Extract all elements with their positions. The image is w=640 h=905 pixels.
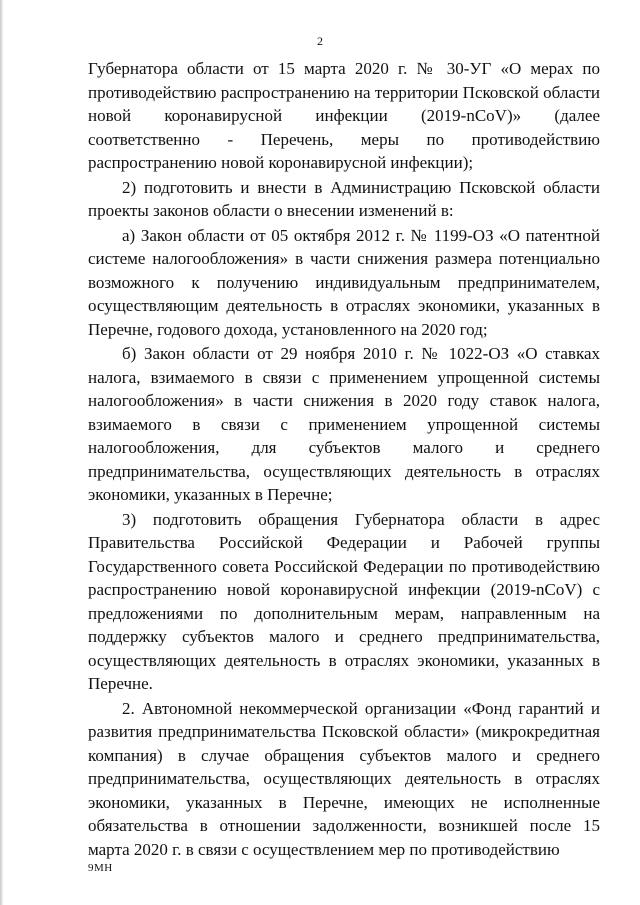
scan-edge bbox=[0, 0, 3, 905]
paragraph-continuation: Губернатора области от 15 марта 2020 г. № 30-УГ «О мерах по противодействию распространению на территории Псковской области новой коронавирусной инфекции (2019-nCoV)» (далее соответственно - Перечень, меры по противодействию распространению новой коронавирусной инфекции); bbox=[88, 59, 600, 172]
page-number: 2 bbox=[317, 34, 323, 48]
paragraph-item-2b: б) Закон области от 29 ноября 2010 г. № 1022-ОЗ «О ставках налога, взимаемого в связи с применением упрощенной системы налогообложения» в части снижения в 2020 году ставок налога, взимаемого в связи с применением упрощенной системы налогообложения, для субъектов малого и среднего предпринимательства, осуществляющих деятельность в отраслях экономики, указанных в Перечне; bbox=[88, 344, 600, 504]
paragraph-item-2a: а) Закон области от 05 октября 2012 г. № 1199-ОЗ «О патентной системе налогообложения» в части снижения размера потенциально возможного к получению индивидуальным предпринимателем, осуществляющим деятельность в отраслях экономики, указанных в Перечне, годового дохода, установленного на 2020 год; bbox=[88, 225, 600, 339]
paragraph-item-3: 3) подготовить обращения Губернатора области в адрес Правительства Российской Федерации и Рабочей группы Государственного совета Российской Федерации по противодействию распространению новой коронавирусной инфекции (2019-nCoV) с предложениями по дополнительным мерам, направленным на поддержку субъектов малого и среднего предпринимательства, осуществляющих деятельность в отраслях экономики, указанных в Перечне. bbox=[88, 509, 600, 693]
document-body bbox=[88, 57, 600, 861]
paragraph-item-2: 2) подготовить и внести в Администрацию Псковской области проекты законов области о внесении изменений в: bbox=[88, 177, 600, 220]
footer-code: 9МН bbox=[88, 862, 113, 874]
paragraph-section-2: 2. Автономной некоммерческой организации «Фонд гарантий и развития предпринимательства Псковской области» (микрокредитная компания) в случае обращения субъектов малого и среднего предпринимательства, осуществляющих деятельность в отраслях экономики, указанных в Перечне, имеющих не исполненные обязательства в отношении задолженности, возникшей после 15 марта 2020 г. в связи с осуществлением мер по противодействию bbox=[88, 698, 600, 859]
